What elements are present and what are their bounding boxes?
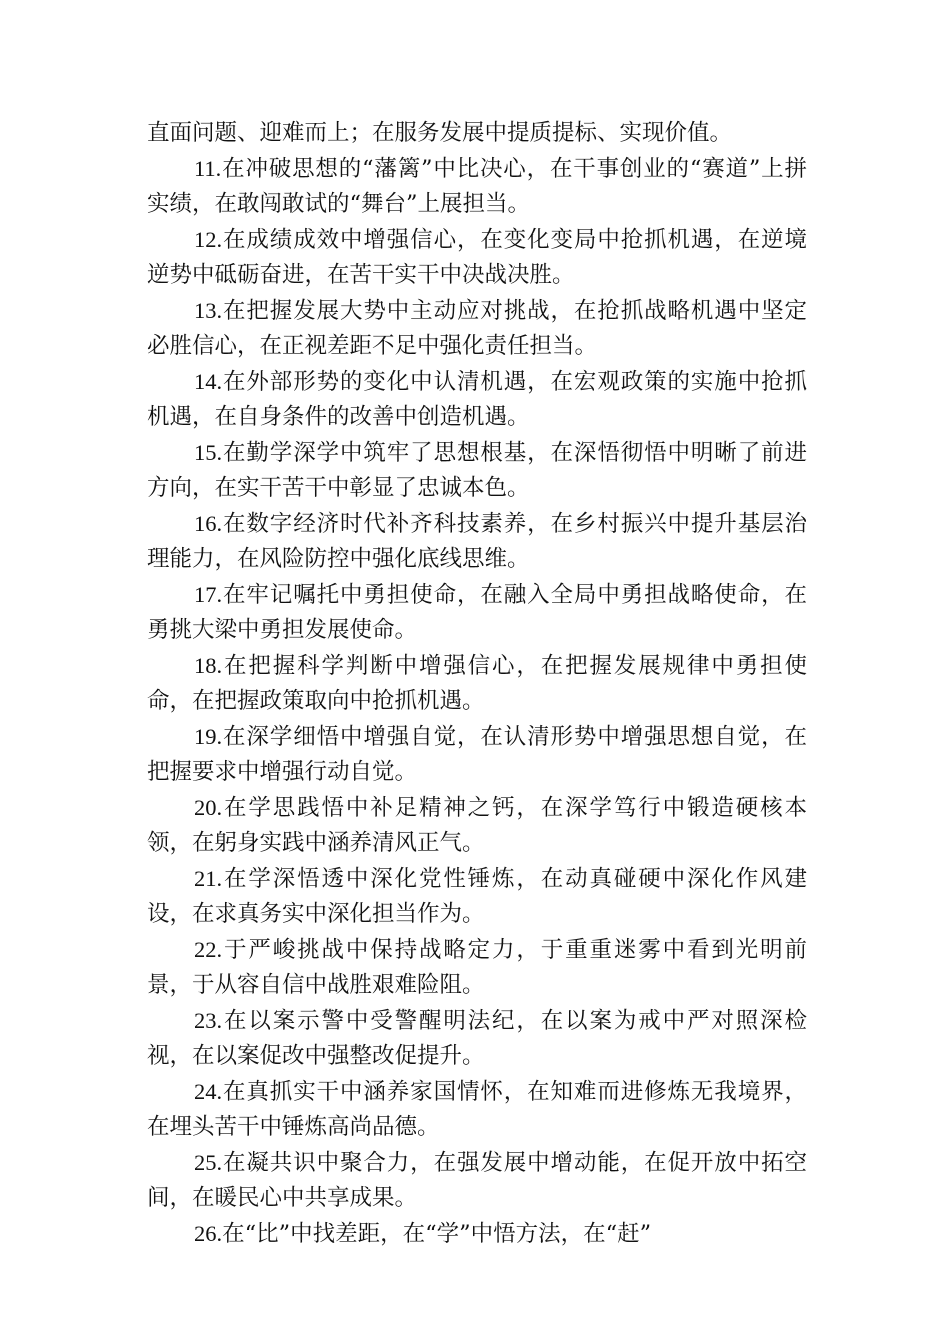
paragraph-item-16 xyxy=(147,506,807,577)
paragraph-text: 在以案示警中受警醒明法纪，在以案为戒中严对照深检视，在以案促改中强整改促提升。 xyxy=(147,1008,807,1069)
document-body xyxy=(147,116,807,1252)
paragraph-text: 在“比”中找差距，在“学”中悟方法，在“赶” xyxy=(222,1221,652,1247)
paragraph-item-20 xyxy=(147,790,807,861)
item-number: 13. xyxy=(194,298,223,323)
paragraph-item-12 xyxy=(147,222,807,293)
item-number: 15. xyxy=(194,440,223,465)
paragraph-text: 在冲破思想的“藩篱”中比决心，在干事创业的“赛道”上拼实绩，在敢闯敢试的“舞台”上展担当。 xyxy=(147,156,807,217)
item-number: 22. xyxy=(194,937,223,962)
item-number: 24. xyxy=(194,1079,223,1104)
paragraph-text: 在勤学深学中筑牢了思想根基，在深悟彻悟中明晰了前进方向，在实干苦干中彰显了忠诚本色。 xyxy=(147,440,807,501)
item-number: 11. xyxy=(194,156,222,181)
item-number: 23. xyxy=(194,1008,223,1033)
paragraph-item-15 xyxy=(147,435,807,506)
item-number: 19. xyxy=(194,724,223,749)
item-number: 25. xyxy=(194,1150,223,1175)
paragraph-item-25 xyxy=(147,1145,807,1216)
paragraph-text: 直面问题、迎难而上；在服务发展中提质提标、实现价值。 xyxy=(147,120,733,146)
item-number: 20. xyxy=(194,795,223,820)
item-number: 18. xyxy=(194,653,223,678)
paragraph-item-19 xyxy=(147,719,807,790)
item-number: 12. xyxy=(194,227,223,252)
paragraph-text: 在成绩成效中增强信心，在变化变局中抢抓机遇，在逆境逆势中砥砺奋进，在苦干实干中决战决胜。 xyxy=(147,227,807,288)
paragraph-item-13 xyxy=(147,293,807,364)
item-number: 17. xyxy=(194,582,223,607)
paragraph-text: 在真抓实干中涵养家国情怀，在知难而进修炼无我境界，在埋头苦干中锤炼高尚品德。 xyxy=(147,1079,807,1140)
item-number: 21. xyxy=(194,866,223,891)
paragraph-text: 在把握发展大势中主动应对挑战，在抢抓战略机遇中坚定必胜信心，在正视差距不足中强化责任担当。 xyxy=(147,298,807,359)
paragraph-item-22 xyxy=(147,932,807,1003)
item-number: 16. xyxy=(194,511,223,536)
paragraph-item-14 xyxy=(147,364,807,435)
item-number: 26. xyxy=(194,1221,223,1246)
paragraph-text: 在把握科学判断中增强信心，在把握发展规律中勇担使命，在把握政策取向中抢抓机遇。 xyxy=(147,653,807,714)
paragraph-text: 在数字经济时代补齐科技素养，在乡村振兴中提升基层治理能力，在风险防控中强化底线思维。 xyxy=(147,511,807,572)
paragraph-item-11 xyxy=(147,151,807,222)
paragraph-text: 在学思践悟中补足精神之钙，在深学笃行中锻造硬核本领，在躬身实践中涵养清风正气。 xyxy=(147,795,807,856)
paragraph-item-18 xyxy=(147,648,807,719)
paragraph-text: 在外部形势的变化中认清机遇，在宏观政策的实施中抢抓机遇，在自身条件的改善中创造机遇。 xyxy=(147,369,807,430)
paragraph-continued xyxy=(147,116,807,151)
paragraph-text: 于严峻挑战中保持战略定力，于重重迷雾中看到光明前景，于从容自信中战胜艰难险阻。 xyxy=(147,937,807,998)
item-number: 14. xyxy=(194,369,223,394)
paragraph-text: 在学深悟透中深化党性锤炼，在动真碰硬中深化作风建设，在求真务实中深化担当作为。 xyxy=(147,866,807,927)
paragraph-item-21 xyxy=(147,861,807,932)
paragraph-item-17 xyxy=(147,577,807,648)
paragraph-text: 在凝共识中聚合力，在强发展中增动能，在促开放中拓空间，在暖民心中共享成果。 xyxy=(147,1150,807,1211)
paragraph-text: 在牢记嘱托中勇担使命，在融入全局中勇担战略使命，在勇挑大梁中勇担发展使命。 xyxy=(147,582,807,643)
paragraph-item-24 xyxy=(147,1074,807,1145)
paragraph-item-23 xyxy=(147,1003,807,1074)
paragraph-text: 在深学细悟中增强自觉，在认清形势中增强思想自觉，在把握要求中增强行动自觉。 xyxy=(147,724,807,785)
paragraph-item-26 xyxy=(147,1216,807,1252)
